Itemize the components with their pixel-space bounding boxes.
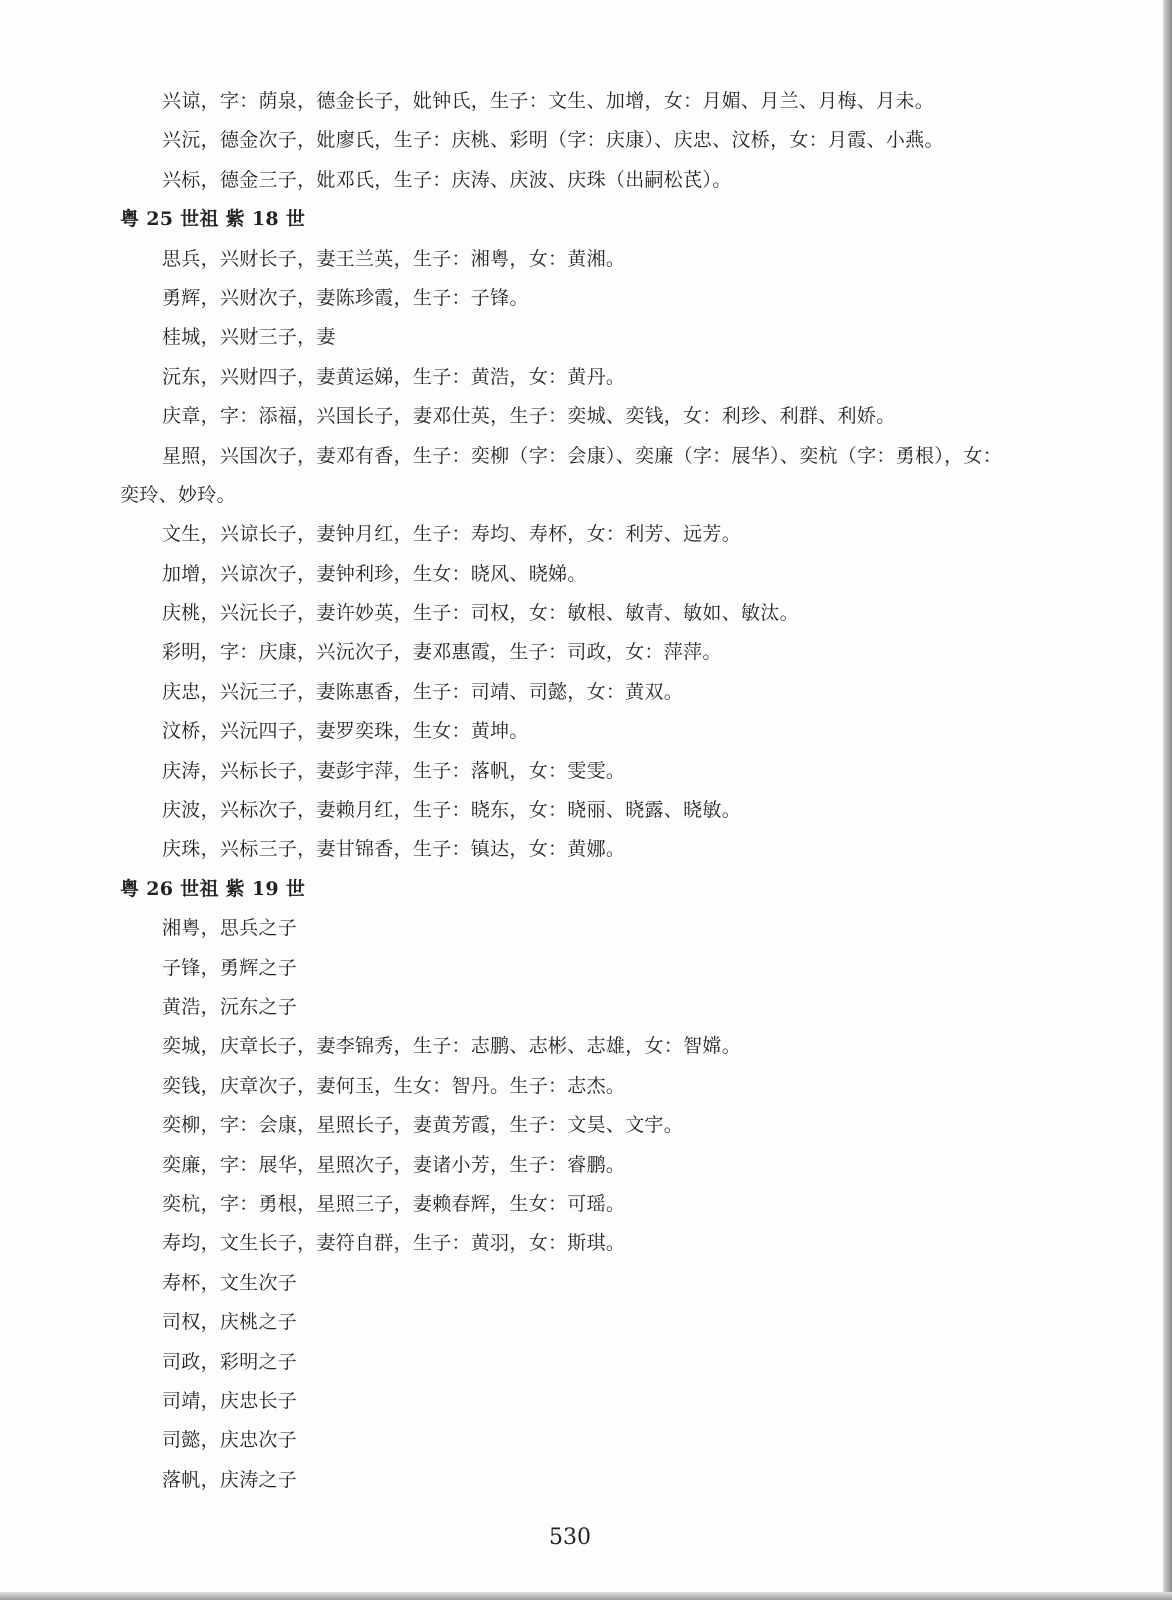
genealogy-entry: 黄浩，沅东之子 xyxy=(162,995,298,1018)
genealogy-entry: 湘粤，思兵之子 xyxy=(162,917,298,940)
genealogy-entry: 寿均，文生长子，妻符自群，生子：黄羽，女：斯琪。 xyxy=(162,1232,626,1255)
genealogy-entry: 奕柳，字：会康，星照长子，妻黄芳霞，生子：文昊、文宇。 xyxy=(162,1114,684,1137)
genealogy-entry: 寿杯，文生次子 xyxy=(162,1271,298,1294)
scan-right-edge xyxy=(1163,0,1172,1600)
genealogy-entry: 兴标，德金三子，妣邓氏，生子：庆涛、庆波、庆珠（出嗣松芪）。 xyxy=(162,168,732,191)
genealogy-entry: 司靖，庆忠长子 xyxy=(162,1389,298,1412)
genealogy-entry: 奕钱，庆章次子，妻何玉，生女：智丹。生子：志杰。 xyxy=(162,1074,626,1097)
genealogy-entry: 文生，兴谅长子，妻钟月红，生子：寿均、寿杯，女：利芳、远芳。 xyxy=(162,523,742,546)
genealogy-entry: 庆涛，兴标长子，妻彭宇萍，生子：落帆，女：雯雯。 xyxy=(162,759,626,782)
genealogy-entry: 兴谅，字：荫泉，德金长子，妣钟氏，生子：文生、加增，女：月媚、月兰、月梅、月未。 xyxy=(162,90,935,112)
generation-heading: 粤 26 世祖 紫 19 世 xyxy=(120,877,306,900)
scan-bottom-edge xyxy=(0,1592,1172,1600)
genealogy-entry: 奕廉，字：展华，星照次子，妻诸小芳，生子：睿鹏。 xyxy=(162,1153,626,1176)
genealogy-entry: 司懿，庆忠次子 xyxy=(162,1429,298,1452)
genealogy-entry: 桂城，兴财三子，妻 xyxy=(162,326,336,349)
generation-heading: 粤 25 世祖 紫 18 世 xyxy=(120,208,306,231)
genealogy-entry: 庆珠，兴标三子，妻甘锦香，生子：镇达，女：黄娜。 xyxy=(162,838,626,861)
genealogy-entry: 勇辉，兴财次子，妻陈珍霞，生子：子锋。 xyxy=(162,286,529,309)
genealogy-entry: 奕城，庆章长子，妻李锦秀，生子：志鹏、志彬、志雄，女：智嫦。 xyxy=(162,1035,742,1058)
genealogy-entry: 司权，庆桃之子 xyxy=(162,1311,298,1334)
genealogy-entry: 奕杭，字：勇根，星照三子，妻赖春辉，生女：可瑶。 xyxy=(162,1192,626,1215)
genealogy-entry: 庆章，字：添福，兴国长子，妻邓仕英，生子：奕城、奕钱，女：利珍、利群、利娇。 xyxy=(162,405,896,428)
entry-continuation: 奕玲、妙玲。 xyxy=(120,483,236,506)
genealogy-entry: 加增，兴谅次子，妻钟利珍，生女：晓风、晓娣。 xyxy=(162,562,587,585)
genealogy-entry: 司政，彩明之子 xyxy=(162,1350,298,1373)
genealogy-entry: 彩明，字：庆康，兴沅次子，妻邓惠霞，生子：司政，女：萍萍。 xyxy=(162,641,722,664)
genealogy-entry: 庆波，兴标次子，妻赖月红，生子：晓东，女：晓丽、晓露、晓敏。 xyxy=(162,799,742,822)
genealogy-entry: 兴沅，德金次子，妣廖氏，生子：庆桃、彩明（字：庆康）、庆忠、汶桥，女：月霞、小燕。 xyxy=(162,129,944,152)
genealogy-entry: 汶桥，兴沅四子，妻罗奕珠，生女：黄坤。 xyxy=(162,720,529,743)
genealogy-entry: 庆忠，兴沅三子，妻陈惠香，生子：司靖、司懿，女：黄双。 xyxy=(162,680,684,703)
genealogy-entry: 思兵，兴财长子，妻王兰英，生子：湘粤，女：黄湘。 xyxy=(162,247,626,270)
genealogy-text-body xyxy=(120,82,1060,1500)
genealogy-entry: 星照，兴国次子，妻邓有香，生子：奕柳（字：会康）、奕廉（字：展华）、奕杭（字：勇根），女： xyxy=(162,444,1003,467)
genealogy-entry: 子锋，勇辉之子 xyxy=(162,956,298,979)
page-number: 530 xyxy=(549,1525,591,1550)
genealogy-entry: 沅东，兴财四子，妻黄运娣，生子：黄浩，女：黄丹。 xyxy=(162,365,626,388)
genealogy-entry: 落帆，庆涛之子 xyxy=(162,1468,298,1491)
genealogy-entry: 庆桃，兴沅长子，妻许妙英，生子：司权，女：敏根、敏青、敏如、敏汰。 xyxy=(162,602,799,625)
